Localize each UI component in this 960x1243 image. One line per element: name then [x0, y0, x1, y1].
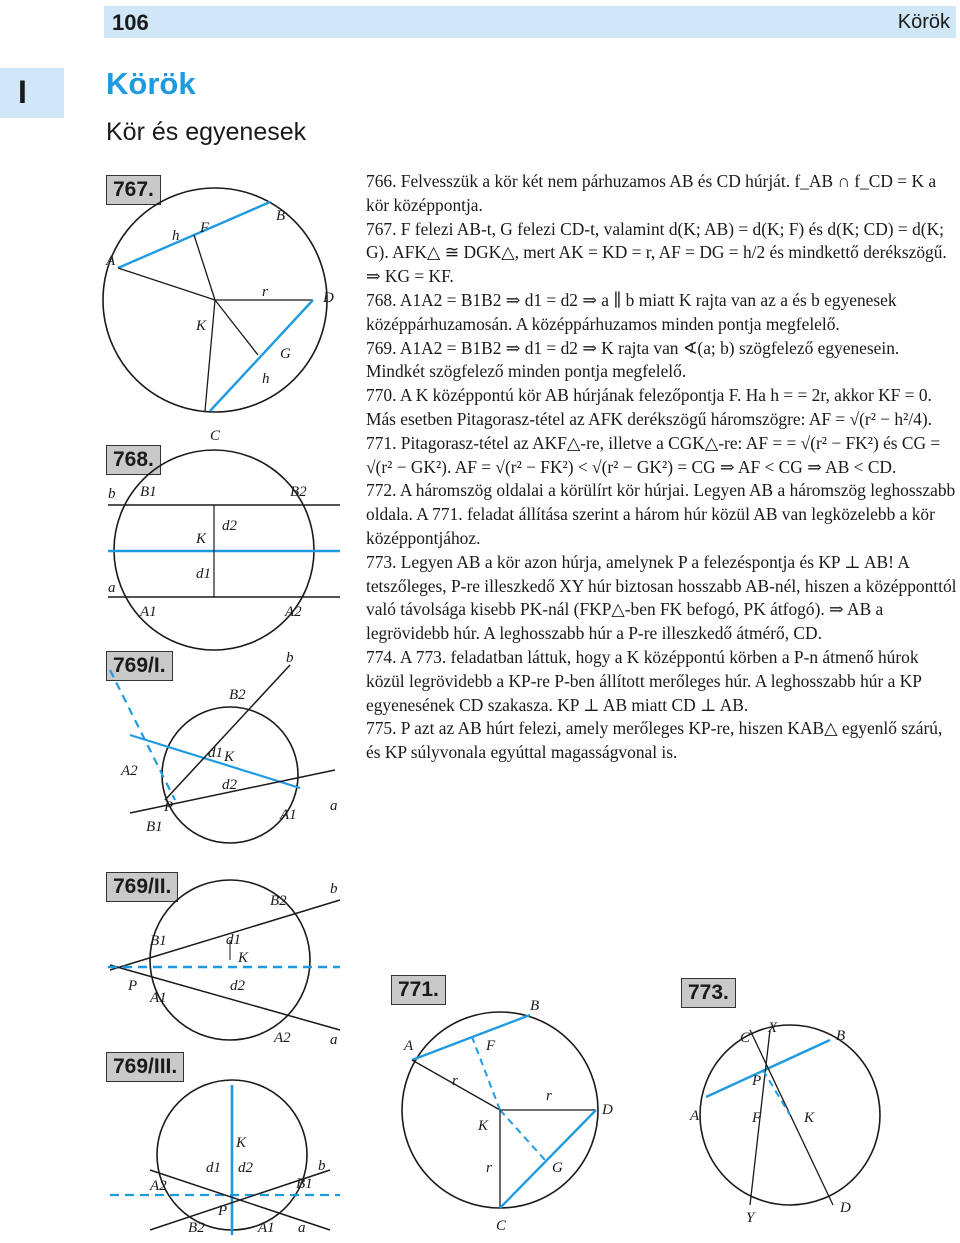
- f773-label-a: A: [690, 1108, 700, 1124]
- f771-label-c: C: [496, 1218, 507, 1234]
- f771-label-r1: r: [452, 1073, 458, 1089]
- f769-1-label-a2: A2: [121, 763, 138, 779]
- f773-label-k: K: [804, 1110, 815, 1126]
- figure-769-3: [110, 1080, 340, 1236]
- f767-label-a: A: [106, 253, 116, 269]
- f769-3-label-d2: d2: [238, 1160, 253, 1176]
- f769-3-label-k: K: [236, 1135, 247, 1151]
- f771-label-r3: r: [486, 1160, 492, 1176]
- f768-label-d1: d1: [196, 566, 211, 582]
- f769-3-label-b2: B2: [188, 1220, 205, 1236]
- f769-2-label-a2: A2: [274, 1030, 291, 1046]
- f767-label-b: B: [276, 208, 286, 224]
- figure-767: [103, 188, 334, 444]
- paragraph-771: 771. Pitagorasz-tétel az AKF△-re, illetve a CGK△-re: AF = = √(r² − FK²) és CG = √(r² − GK²). AF = √(r² − FK²) < √(r² − GK²) = CG ⇒ AF < CG ⇒ AB < CD.: [366, 432, 941, 477]
- paragraph-773: 773. Legyen AB a kör azon húrja, amelynek P a felezéspontja és KP ⊥ AB! A tetszőleges, P-re illeszkedő XY húr biztosan hosszabb AB-nél, hiszen a középponttól való távolsága kisebb PK-nál (FKP△-ben FK befogó, PK átfogó). ⇒ AB a legrövidebb húr. A leghosszabb húr a P-re illeszkedő átmérő, CD.: [366, 551, 957, 644]
- f769-1-label-b1: B1: [146, 819, 163, 835]
- f768-label-k: K: [196, 531, 207, 547]
- f769-2-label-a1: A1: [150, 990, 167, 1006]
- f769-1-label-a1: A1: [280, 807, 297, 823]
- f767-label-g: G: [280, 346, 291, 362]
- f773-label-f: F: [752, 1110, 762, 1126]
- f771-label-b: B: [530, 998, 540, 1014]
- tag-771: 771.: [391, 975, 446, 1005]
- f773-label-d: D: [840, 1200, 851, 1216]
- chapter-title: Körök: [106, 66, 196, 101]
- f773-label-p: P: [752, 1073, 762, 1089]
- f769-2-label-b: b: [330, 881, 338, 897]
- f767-label-f: F: [200, 220, 210, 236]
- figure-769-1: [110, 650, 338, 843]
- f769-2-label-k: K: [238, 950, 249, 966]
- f773-label-c: C: [740, 1030, 751, 1046]
- f767-label-k: K: [196, 318, 207, 334]
- tag-768: 768.: [106, 445, 161, 475]
- f768-label-d2: d2: [222, 518, 237, 534]
- f767-label-d: D: [323, 290, 334, 306]
- f771-label-k: K: [478, 1118, 489, 1134]
- f769-1-label-d1: d1: [208, 745, 223, 761]
- f767-label-c: C: [210, 428, 221, 444]
- tag-769-2: 769/II.: [106, 872, 178, 902]
- paragraph-774: 774. A 773. feladatban láttuk, hogy a K középpontú körben a P-n átmenő húrok közül legrövidebb a KP-re P-ben állított merőleges húr. A leghosszabb húr a KP egyenesének CD szakasza. KP ⊥ AB miatt CD ⊥ AB.: [366, 646, 922, 715]
- f769-2-label-d2: d2: [230, 978, 245, 994]
- f769-2-label-p: P: [128, 978, 138, 994]
- f769-3-label-a: a: [298, 1220, 306, 1236]
- f768-label-b: b: [108, 486, 116, 502]
- f771-label-g: G: [552, 1160, 563, 1176]
- f773-label-y: Y: [746, 1210, 755, 1226]
- tag-767: 767.: [106, 175, 161, 205]
- figure-768: [108, 450, 340, 650]
- paragraph-770: 770. A K középpontú kör AB húrjának felezőpontja F. Ha h = = 2r, akkor KF = 0. Más esetben Pitagorasz-tétel az AFK derékszögű háromszögre: AF = √(r² − h²/4).: [366, 385, 932, 429]
- f769-3-label-a2: A2: [150, 1178, 167, 1194]
- f771-label-d: D: [602, 1102, 613, 1118]
- f769-1-label-b2: B2: [229, 687, 246, 703]
- f771-label-a: A: [404, 1038, 414, 1054]
- f767-label-h2: h: [262, 371, 270, 387]
- tag-769-3: 769/III.: [106, 1052, 184, 1082]
- tag-773: 773.: [681, 978, 736, 1008]
- f768-label-b1: B1: [140, 484, 157, 500]
- paragraph-768: 768. A1A2 = B1B2 ⇒ d1 = d2 ⇒ a ∥ b miatt K rajta van az a és b egyenesek középpárhuzamosán. A középpárhuzamos minden pontja megfelelő.: [366, 289, 897, 334]
- tag-769-1: 769/I.: [106, 651, 173, 681]
- page-number: 106: [112, 10, 149, 35]
- f769-3-label-b: b: [318, 1158, 326, 1174]
- subtitle: Kör és egyenesek: [106, 118, 307, 146]
- f769-3-label-p: P: [218, 1203, 228, 1219]
- f773-label-x: X: [768, 1020, 778, 1036]
- f769-1-label-b: b: [286, 650, 294, 666]
- f769-2-label-d1: d1: [226, 932, 241, 948]
- f768-label-b2: B2: [290, 484, 307, 500]
- paragraph-766: 766. Felvesszük a kör két nem párhuzamos AB és CD húrját. f_AB ∩ f_CD = K a kör középpontja.: [366, 171, 937, 215]
- f769-3-label-d1: d1: [206, 1160, 221, 1176]
- f771-label-r2: r: [546, 1088, 552, 1104]
- figure-773: [689, 1020, 880, 1226]
- f769-2-label-b1: B1: [150, 933, 167, 949]
- paragraph-769: 769. A1A2 = B1B2 ⇒ d1 = d2 ⇒ K rajta van ∢(a; b) szögfelező egyenesein. Mindkét szögfelező minden pontja megfelelő.: [366, 337, 900, 382]
- f769-2-label-a: a: [330, 1032, 338, 1048]
- figure-771: [402, 998, 613, 1234]
- paragraph-772: 772. A háromszög oldalai a körülírt kör húrjai. Legyen AB a háromszög leghosszabb oldala. A 771. feladat állítása szerint a három húr közül AB van legközelebb a kör középpontjához.: [366, 480, 956, 548]
- f768-label-a2: A2: [285, 604, 302, 620]
- f769-1-label-d2: d2: [222, 777, 237, 793]
- f769-3-label-a1: A1: [258, 1220, 275, 1236]
- f768-label-a: a: [108, 580, 116, 596]
- f767-label-r: r: [262, 284, 268, 300]
- paragraph-767: 767. F felezi AB-t, G felezi CD-t, valamint d(K; AB) = d(K; F) és d(K; CD) = d(K; G). AFK△ ≅ DGK△, mert AK = KD = r, AF = DG = h/2 és mindkettő derékszögű. ⇒ KG = KF.: [366, 218, 947, 287]
- f769-1-label-k: K: [224, 749, 235, 765]
- side-tab-label: I: [18, 74, 27, 110]
- f769-2-label-b2: B2: [270, 893, 287, 909]
- f771-label-f: F: [486, 1038, 496, 1054]
- f769-1-label-p: P: [164, 799, 174, 815]
- f768-label-a1: A1: [140, 604, 157, 620]
- figure-769-2: [108, 880, 340, 1048]
- paragraph-775: 775. P azt az AB húrt felezi, amely merőleges KP-re, hiszen KAB△ egyenlő szárú, és KP súlyvonala egyúttal magasságvonal is.: [366, 718, 943, 763]
- f773-label-b: B: [836, 1028, 846, 1044]
- section-name: Körök: [897, 11, 950, 33]
- f769-1-label-a: a: [330, 798, 338, 814]
- f767-label-h: h: [172, 228, 180, 244]
- f769-3-label-b1: B1: [296, 1176, 313, 1192]
